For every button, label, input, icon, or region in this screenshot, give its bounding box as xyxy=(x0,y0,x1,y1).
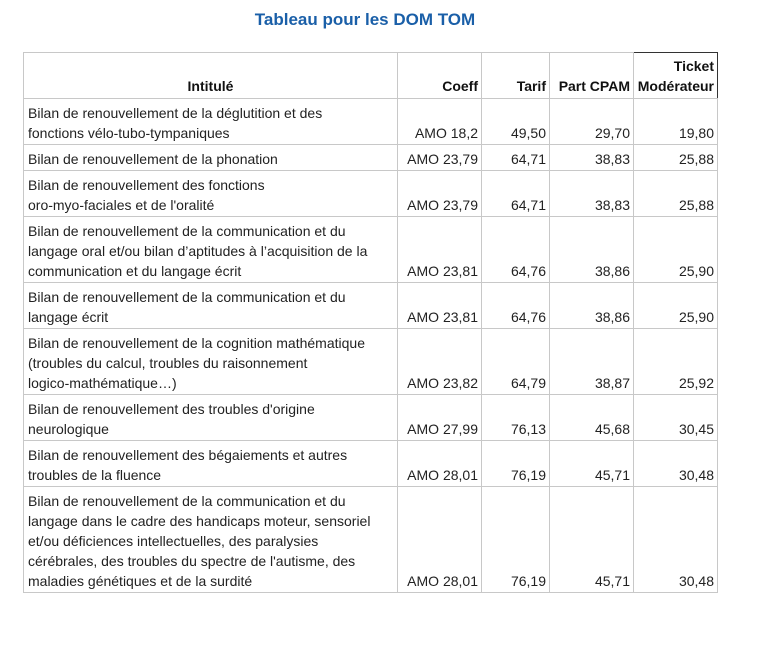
row-intitule-line: langage écrit xyxy=(28,309,109,325)
row-ticket-moderateur: 30,48 xyxy=(634,487,718,593)
header-row xyxy=(24,53,718,99)
table-row xyxy=(24,487,718,593)
row-intitule-line: Bilan de renouvellement de la déglutition et des xyxy=(28,105,323,121)
table-row xyxy=(24,395,718,441)
rates-table xyxy=(23,52,718,593)
row-intitule-line: Bilan de renouvellement de la phonation xyxy=(28,151,278,167)
table-row xyxy=(24,171,718,217)
row-intitule-line: Bilan de renouvellement des fonctions xyxy=(28,177,265,193)
row-intitule xyxy=(24,441,398,487)
row-coeff: AMO 27,99 xyxy=(398,395,482,441)
row-intitule-line: langage dans le cadre des handicaps moteur, sensoriel xyxy=(28,513,371,529)
row-part-cpam: 38,86 xyxy=(550,217,634,283)
row-part-cpam: 38,87 xyxy=(550,329,634,395)
row-ticket-moderateur: 30,48 xyxy=(634,441,718,487)
row-intitule-line: Bilan de renouvellement de la communication et du xyxy=(28,493,346,509)
row-intitule-line: maladies génétiques et de la surdité xyxy=(28,573,253,589)
row-coeff: AMO 23,82 xyxy=(398,329,482,395)
row-tarif: 64,76 xyxy=(482,217,550,283)
table-row xyxy=(24,283,718,329)
row-tarif: 64,71 xyxy=(482,171,550,217)
row-intitule xyxy=(24,171,398,217)
table-row xyxy=(24,217,718,283)
row-tarif: 49,50 xyxy=(482,99,550,145)
row-part-cpam: 38,86 xyxy=(550,283,634,329)
row-ticket-moderateur: 25,92 xyxy=(634,329,718,395)
header-coeff: Coeff xyxy=(398,53,482,99)
row-intitule xyxy=(24,217,398,283)
row-intitule-line: fonctions vélo-tubo-tympaniques xyxy=(28,125,230,141)
header-ticket-line2: Modérateur xyxy=(637,78,714,94)
row-tarif: 64,79 xyxy=(482,329,550,395)
table-row xyxy=(24,441,718,487)
row-tarif: 64,71 xyxy=(482,145,550,171)
row-coeff: AMO 23,79 xyxy=(398,145,482,171)
row-intitule-line: Bilan de renouvellement de la communication et du xyxy=(28,289,346,305)
row-intitule xyxy=(24,99,398,145)
row-part-cpam: 38,83 xyxy=(550,171,634,217)
table-row xyxy=(24,329,718,395)
row-tarif: 76,19 xyxy=(482,487,550,593)
row-part-cpam: 45,68 xyxy=(550,395,634,441)
row-part-cpam: 38,83 xyxy=(550,145,634,171)
page-title: Tableau pour les DOM TOM xyxy=(254,10,476,29)
row-tarif: 76,19 xyxy=(482,441,550,487)
row-part-cpam: 45,71 xyxy=(550,487,634,593)
row-intitule xyxy=(24,145,398,171)
row-coeff: AMO 23,81 xyxy=(398,283,482,329)
row-coeff: AMO 28,01 xyxy=(398,441,482,487)
row-ticket-moderateur: 25,90 xyxy=(634,217,718,283)
table-row xyxy=(24,145,718,171)
row-tarif: 76,13 xyxy=(482,395,550,441)
row-coeff: AMO 28,01 xyxy=(398,487,482,593)
row-intitule-line: troubles de la fluence xyxy=(28,467,162,483)
row-coeff: AMO 18,2 xyxy=(398,99,482,145)
row-intitule-line: (troubles du calcul, troubles du raisonnement xyxy=(28,355,308,371)
row-ticket-moderateur: 25,88 xyxy=(634,145,718,171)
row-intitule-line: neurologique xyxy=(28,421,109,437)
row-ticket-moderateur: 25,90 xyxy=(634,283,718,329)
header-part-cpam: Part CPAM xyxy=(550,53,634,99)
row-intitule-line: langage oral et/ou bilan d’aptitudes à l’acquisition de la xyxy=(28,243,368,259)
row-coeff: AMO 23,79 xyxy=(398,171,482,217)
row-ticket-moderateur: 25,88 xyxy=(634,171,718,217)
row-part-cpam: 29,70 xyxy=(550,99,634,145)
row-intitule xyxy=(24,395,398,441)
row-tarif: 64,76 xyxy=(482,283,550,329)
row-intitule-line: logico-mathématique…) xyxy=(28,375,177,391)
row-ticket-moderateur: 19,80 xyxy=(634,99,718,145)
row-coeff: AMO 23,81 xyxy=(398,217,482,283)
row-ticket-moderateur: 30,45 xyxy=(634,395,718,441)
row-intitule xyxy=(24,283,398,329)
row-intitule-line: Bilan de renouvellement de la communication et du xyxy=(28,223,346,239)
row-intitule xyxy=(24,329,398,395)
row-intitule-line: et/ou déficiences intellectuelles, des paralysies xyxy=(28,533,319,549)
row-intitule-line: oro-myo-faciales et de l'oralité xyxy=(28,197,215,213)
row-intitule-line: Bilan de renouvellement de la cognition mathématique xyxy=(28,335,365,351)
table-row xyxy=(24,99,718,145)
header-tarif: Tarif xyxy=(482,53,550,99)
row-part-cpam: 45,71 xyxy=(550,441,634,487)
header-ticket-moderateur xyxy=(634,53,718,99)
header-ticket-line1: Ticket xyxy=(673,58,714,74)
row-intitule xyxy=(24,487,398,593)
row-intitule-line: cérébrales, des troubles du spectre de l'autisme, des xyxy=(28,553,356,569)
header-intitule: Intitulé xyxy=(24,53,398,99)
row-intitule-line: Bilan de renouvellement des bégaiements et autres xyxy=(28,447,348,463)
row-intitule-line: communication et du langage écrit xyxy=(28,263,242,279)
row-intitule-line: Bilan de renouvellement des troubles d'origine xyxy=(28,401,315,417)
